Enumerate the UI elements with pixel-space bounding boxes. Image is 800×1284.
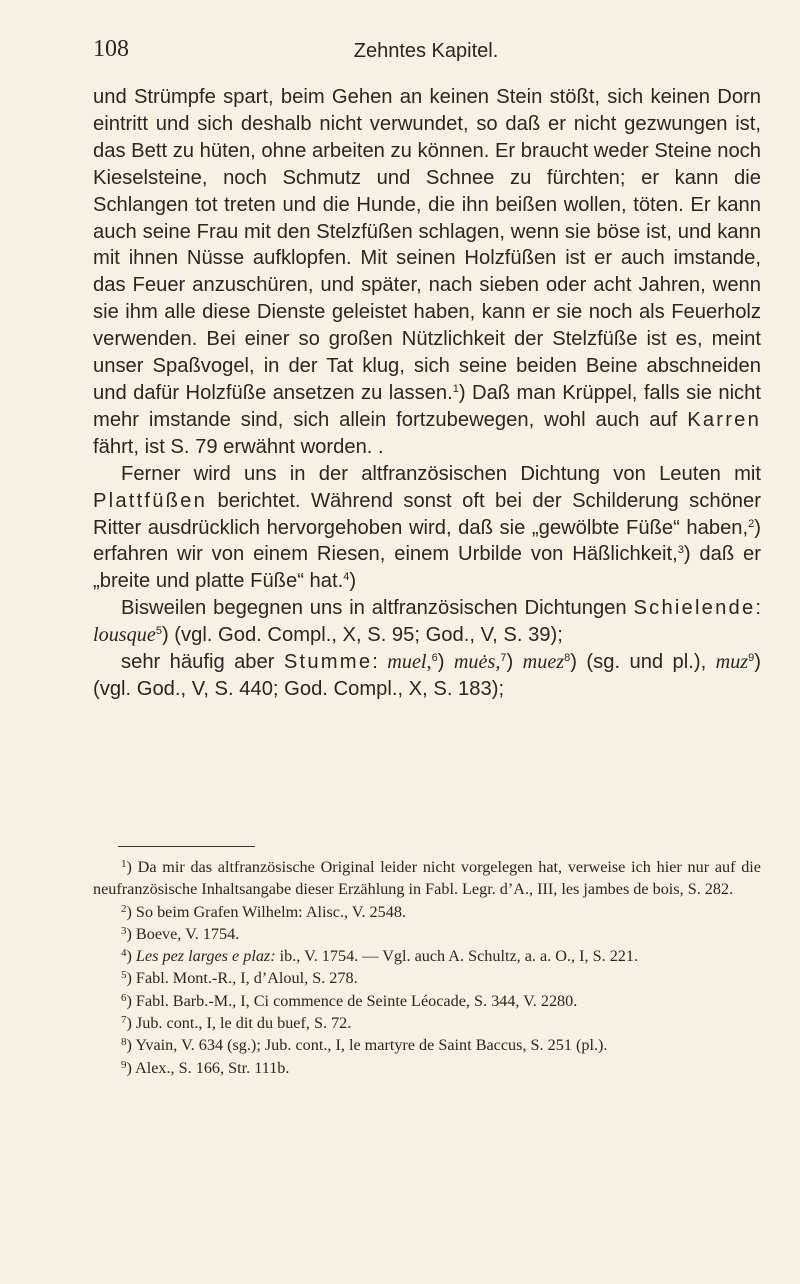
footnote-5: $^5$) Fabl. Mont.-R., I, d’Aloul, S. 278. [121,969,358,988]
footnote-ref-4: 4 [343,571,350,584]
italic-term-muez: muez [522,651,565,674]
italic-term-mues: muės, [453,651,501,674]
footnote-ref-2: 2 [748,517,755,530]
page-number: 108 [93,36,129,62]
footnote-6: $^6$) Fabl. Barb.-M., I, Ci commence de Seinte Léocade, S. 344, V. 2280. [121,991,578,1010]
footnote-8: $^8$) Yvain, V. 634 (sg.); Jub. cont., I, le martyre de Saint Baccus, S. 251 (pl.). [121,1036,608,1055]
italic-term-muel: muel, [387,651,432,674]
footnote-ref-5: 5 [155,625,162,638]
paragraph-3: Bisweilen begegnen uns in altfranzösischen Dichtungen Schielende: lousque$^5$) (vgl. God. Compl., X, S. 95; God., V, S. 39); [93,597,761,647]
italic-term-muz: muz [715,651,749,674]
spaced-term-schielende: Schielende [633,597,756,620]
footnote-2: $^2$) So beim Grafen Wilhelm: Alisc., V. 2548. [121,902,406,921]
footnote-1: $^1$) Da mir das altfranzösische Original leider nicht vorgelegen hat, verweise ich hier nur auf die neufranzösische Inhaltsangabe dieser Erzählung in Fabl. Legr. d’A., III, les jambes de bois, S. 282. [93,858,761,899]
running-head: Zehntes Kapitel. [353,40,499,62]
footnote-ref-1: 1 [452,382,459,395]
footnotes [93,856,761,1079]
footnote-3: $^3$) Boeve, V. 1754. [121,924,240,943]
paragraph-1: und Strümpfe spart, beim Gehen an keinen Stein stößt, sich keinen Dorn eintritt und sich deshalb nicht verwundet, so daß er nicht gezwungen ist, das Bett zu hüten, ohne arbeiten zu können. Er braucht weder Steine noch Kieselsteine, noch Schmutz und Schnee zu fürchten; er kann die Schlangen tot treten und die Hunde, die ihn beißen wollen, töten. Er kann auch seine Frau mit den Stelzfüßen schlagen, wenn sie böse ist, und kann mit ihnen Nüsse aufklopfen. Mit seinen Holzfüßen ist er auch imstande, das Feuer anzuschüren, und später, nach sieben oder acht Jahren, wenn sie ihm alle diese Dienste geleistet haben, kann er sie noch als Feuerholz verwenden. Bei einer so großen Nützlichkeit der Stelzfüße ist es, meint unser Spaßvogel, in der Tat klug, sich seine beiden Beine abschneiden und dafür Holzfüße ansetzen zu lassen.$^1$) Daß man Krüppel, falls sie nicht mehr imstande sind, sich allein fortzubewegen, wohl auch auf Karren fährt, ist S. 79 erwähnt worden. . [93,86,761,458]
spaced-term-stumme: Stumme [283,651,373,674]
main-text [93,84,761,703]
paragraph-2: Ferner wird uns in der altfranzösischen Dichtung von Leuten mit Plattfüßen berichtet. Während sonst oft bei der Schilderung schöner Ritter ausdrücklich hervorgehoben wird, daß sie „gewölbte Füße“ haben,$^2$) erfahren wir von einem Riesen, einem Urbilde von Häßlichkeit,$^3$) daß er „breite und platte Füße“ hat.$^4$) [93,462,761,593]
footnote-ref-7: 7 [500,652,507,665]
footnote-4: $^4$) Les pez larges e plaz: ib., V. 1754. — Vgl. auch A. Schultz, a. a. O., I, S. 221. [121,947,639,966]
paragraph-4: sehr häufig aber Stumme: muel,$^6$) muės,$^7$) muez$^8$) (sg. und pl.), muz$^9$) (vgl. God., V, S. 440; God. Compl., X, S. 183); [93,651,761,700]
footnote-ref-8: 8 [564,652,571,665]
footnote-ref-9: 9 [748,652,755,665]
spaced-term-plattfuessen: Plattfüßen [93,489,208,512]
footnote-9: $^9$) Alex., S. 166, Str. 111b. [121,1058,290,1077]
footnote-ref-3: 3 [677,544,684,557]
page-header [93,36,759,66]
spaced-term-karren: Karren [687,408,761,431]
footnote-ref-6: 6 [431,652,438,665]
footnote-divider [118,846,255,847]
footnote-7: $^7$) Jub. cont., I, le dit du buef, S. 72. [121,1014,352,1033]
italic-term-lousque: lousque [93,624,156,647]
